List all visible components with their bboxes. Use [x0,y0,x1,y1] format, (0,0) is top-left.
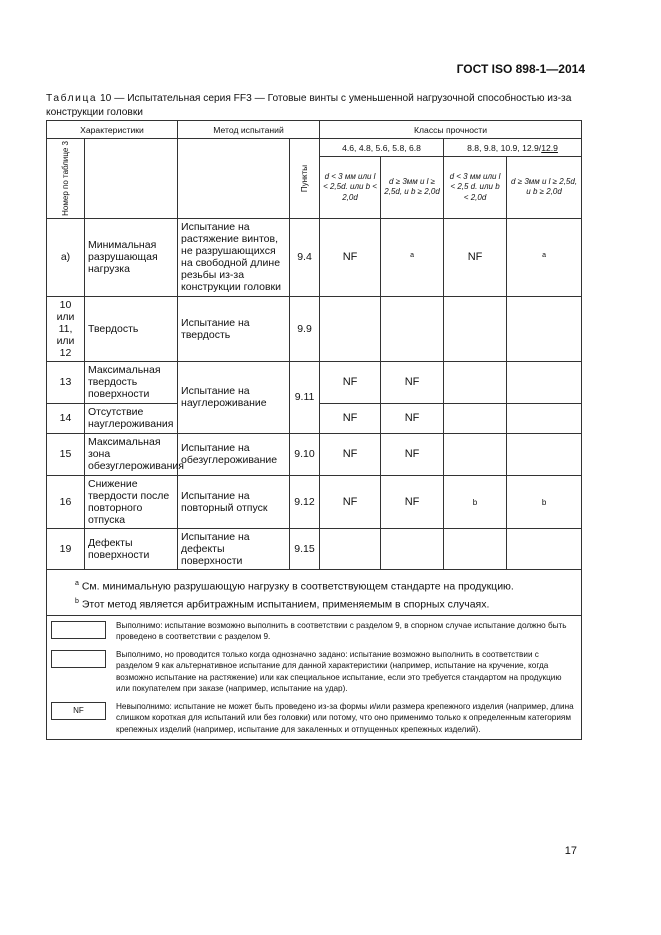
row-point: 9.4 [290,218,320,296]
row-point: 9.15 [290,528,320,569]
row-method: Испытание на повторный отпуск [178,475,290,528]
row-value-3: NF [444,218,507,296]
row-value-2: NF [381,433,444,475]
footnotes [47,569,582,615]
row-number: 10 или 11, или 12 [47,296,85,361]
standard-header: ГОСТ ISO 898-1—2014 [456,62,585,76]
row-number: 16 [47,475,85,528]
row-value-4 [507,361,582,403]
row-characteristic: Твердость [85,296,178,361]
row-number: 15 [47,433,85,475]
row-method: Испытание на растяжение винтов, не разрушающихся на свободной длине резьбы из-за конструкции головки [178,218,290,296]
legend-item-not-feasible [51,701,577,736]
row-number: a) [47,218,85,296]
condition-2: d ≥ 3мм и l ≥ 2,5d, и b ≥ 2,0d [381,157,444,219]
row-method: Испытание на науглероживание [178,361,290,433]
header-char-blank [85,139,178,219]
row-method: Испытание на дефекты поверхности [178,528,290,569]
row-value-4 [507,403,582,433]
row-value-2: a [381,218,444,296]
legend-text: Выполнимо, но проводится только когда однозначно задано: испытание возможно выполнить в соответствии с разделом 9 как альтернативное испытание для данной характеристики (например, испытание на кручение, когда возможно испытание на растяжение) или как специальное испытание, если это требуется стандартом на продукцию или покупателем при заказе (например, испытание на удар). [116,649,562,694]
test-series-table [46,120,582,740]
row-value-1: NF [320,403,381,433]
row-value-3 [444,403,507,433]
class-group-1: 4.6, 4.8, 5.6, 5.8, 6.8 [320,139,444,157]
legend-box-white [51,621,106,639]
row-value-1 [320,528,381,569]
row-point: 9.10 [290,433,320,475]
row-value-4: a [507,218,582,296]
row-number: 19 [47,528,85,569]
row-value-4 [507,433,582,475]
row-value-3 [444,528,507,569]
row-value-1: NF [320,218,381,296]
legend-box-nf: NF [51,702,106,720]
class-group-2: 8.8, 9.8, 10.9, 12.9/12.9 [444,139,582,157]
row-value-2 [381,296,444,361]
row-value-3 [444,433,507,475]
row-value-4 [507,296,582,361]
row-characteristic: Снижение твердости после повторного отпуска [85,475,178,528]
row-method: Испытание на обезуглероживание [178,433,290,475]
header-row-number: Номер по таблице 3 [47,139,85,219]
row-point: 9.9 [290,296,320,361]
row-value-3: b [444,475,507,528]
caption-label: Таблица [46,93,98,104]
condition-4: d ≥ 3мм и l ≥ 2,5d, и b ≥ 2,0d [507,157,582,219]
condition-3: d < 3 мм или l < 2,5 d. или b < 2,0d [444,157,507,219]
footnotes-row [47,569,582,615]
caption-number: 10 [100,93,112,104]
row-point: 9.11 [290,361,320,433]
legend-text: Выполнимо: испытание возможно выполнить в соответствии с разделом 9, в спорном случае испытание должно быть проведено в соответствии с разделом 9. [116,620,567,642]
legend-text: Невыполнимо: испытание не может быть проведено из-за формы и/или размера крепежного изделия (например, длина слишком короткая для испытаний или без головки) или потому, что оно применимо только к определенным категориям крепежных изделий (например, испытание для закаленных и отпущенных крепежных изделий). [116,701,574,734]
footnote-a: $^a$ См. минимальную разрушающую нагрузку в соответствующем стандарте на продукцию. [75,579,514,593]
table-row [47,296,582,361]
footnote-b: $^b$ Этот метод является арбитражным испытанием, применяемым в спорных случаях. [75,598,490,611]
row-characteristic: Дефекты поверхности [85,528,178,569]
row-value-2: NF [381,361,444,403]
table-row [47,218,582,296]
header-method-blank [178,139,290,219]
row-value-1: NF [320,433,381,475]
condition-1: d < 3 мм или l < 2,5d. или b < 2,0d [320,157,381,219]
row-value-2 [381,528,444,569]
legend-item-conditional [51,649,577,695]
table-row [47,433,582,475]
header-method: Метод испытаний [178,121,320,139]
legend-row [47,615,582,740]
page-number: 17 [564,845,577,857]
legend-item-feasible [51,620,577,643]
row-value-4 [507,528,582,569]
row-value-1: NF [320,475,381,528]
row-number: 13 [47,361,85,403]
row-value-3 [444,361,507,403]
header-points: Пункты [290,139,320,219]
row-characteristic: Отсутствие науглероживания [85,403,178,433]
table-caption [46,92,586,120]
caption-text: — Испытательная серия FF3 — Готовые винты с уменьшенной нагрузочной способностью из-за конструкции головки [46,93,572,118]
table-row [47,475,582,528]
row-value-1 [320,296,381,361]
legend [47,615,582,740]
row-characteristic: Минимальная разрушающая нагрузка [85,218,178,296]
row-characteristic: Максимальная твердость поверхности [85,361,178,403]
header-classes: Классы прочности [320,121,582,139]
row-value-1: NF [320,361,381,403]
row-method: Испытание на твердость [178,296,290,361]
row-value-3 [444,296,507,361]
row-value-4: b [507,475,582,528]
row-value-2: NF [381,475,444,528]
legend-box-conditional [51,650,106,668]
row-number: 14 [47,403,85,433]
row-characteristic: Максимальная зона обезуглероживания [85,433,178,475]
table-row [47,528,582,569]
header-characteristics: Характеристики [47,121,178,139]
row-value-2: NF [381,403,444,433]
table-row [47,361,582,403]
row-point: 9.12 [290,475,320,528]
